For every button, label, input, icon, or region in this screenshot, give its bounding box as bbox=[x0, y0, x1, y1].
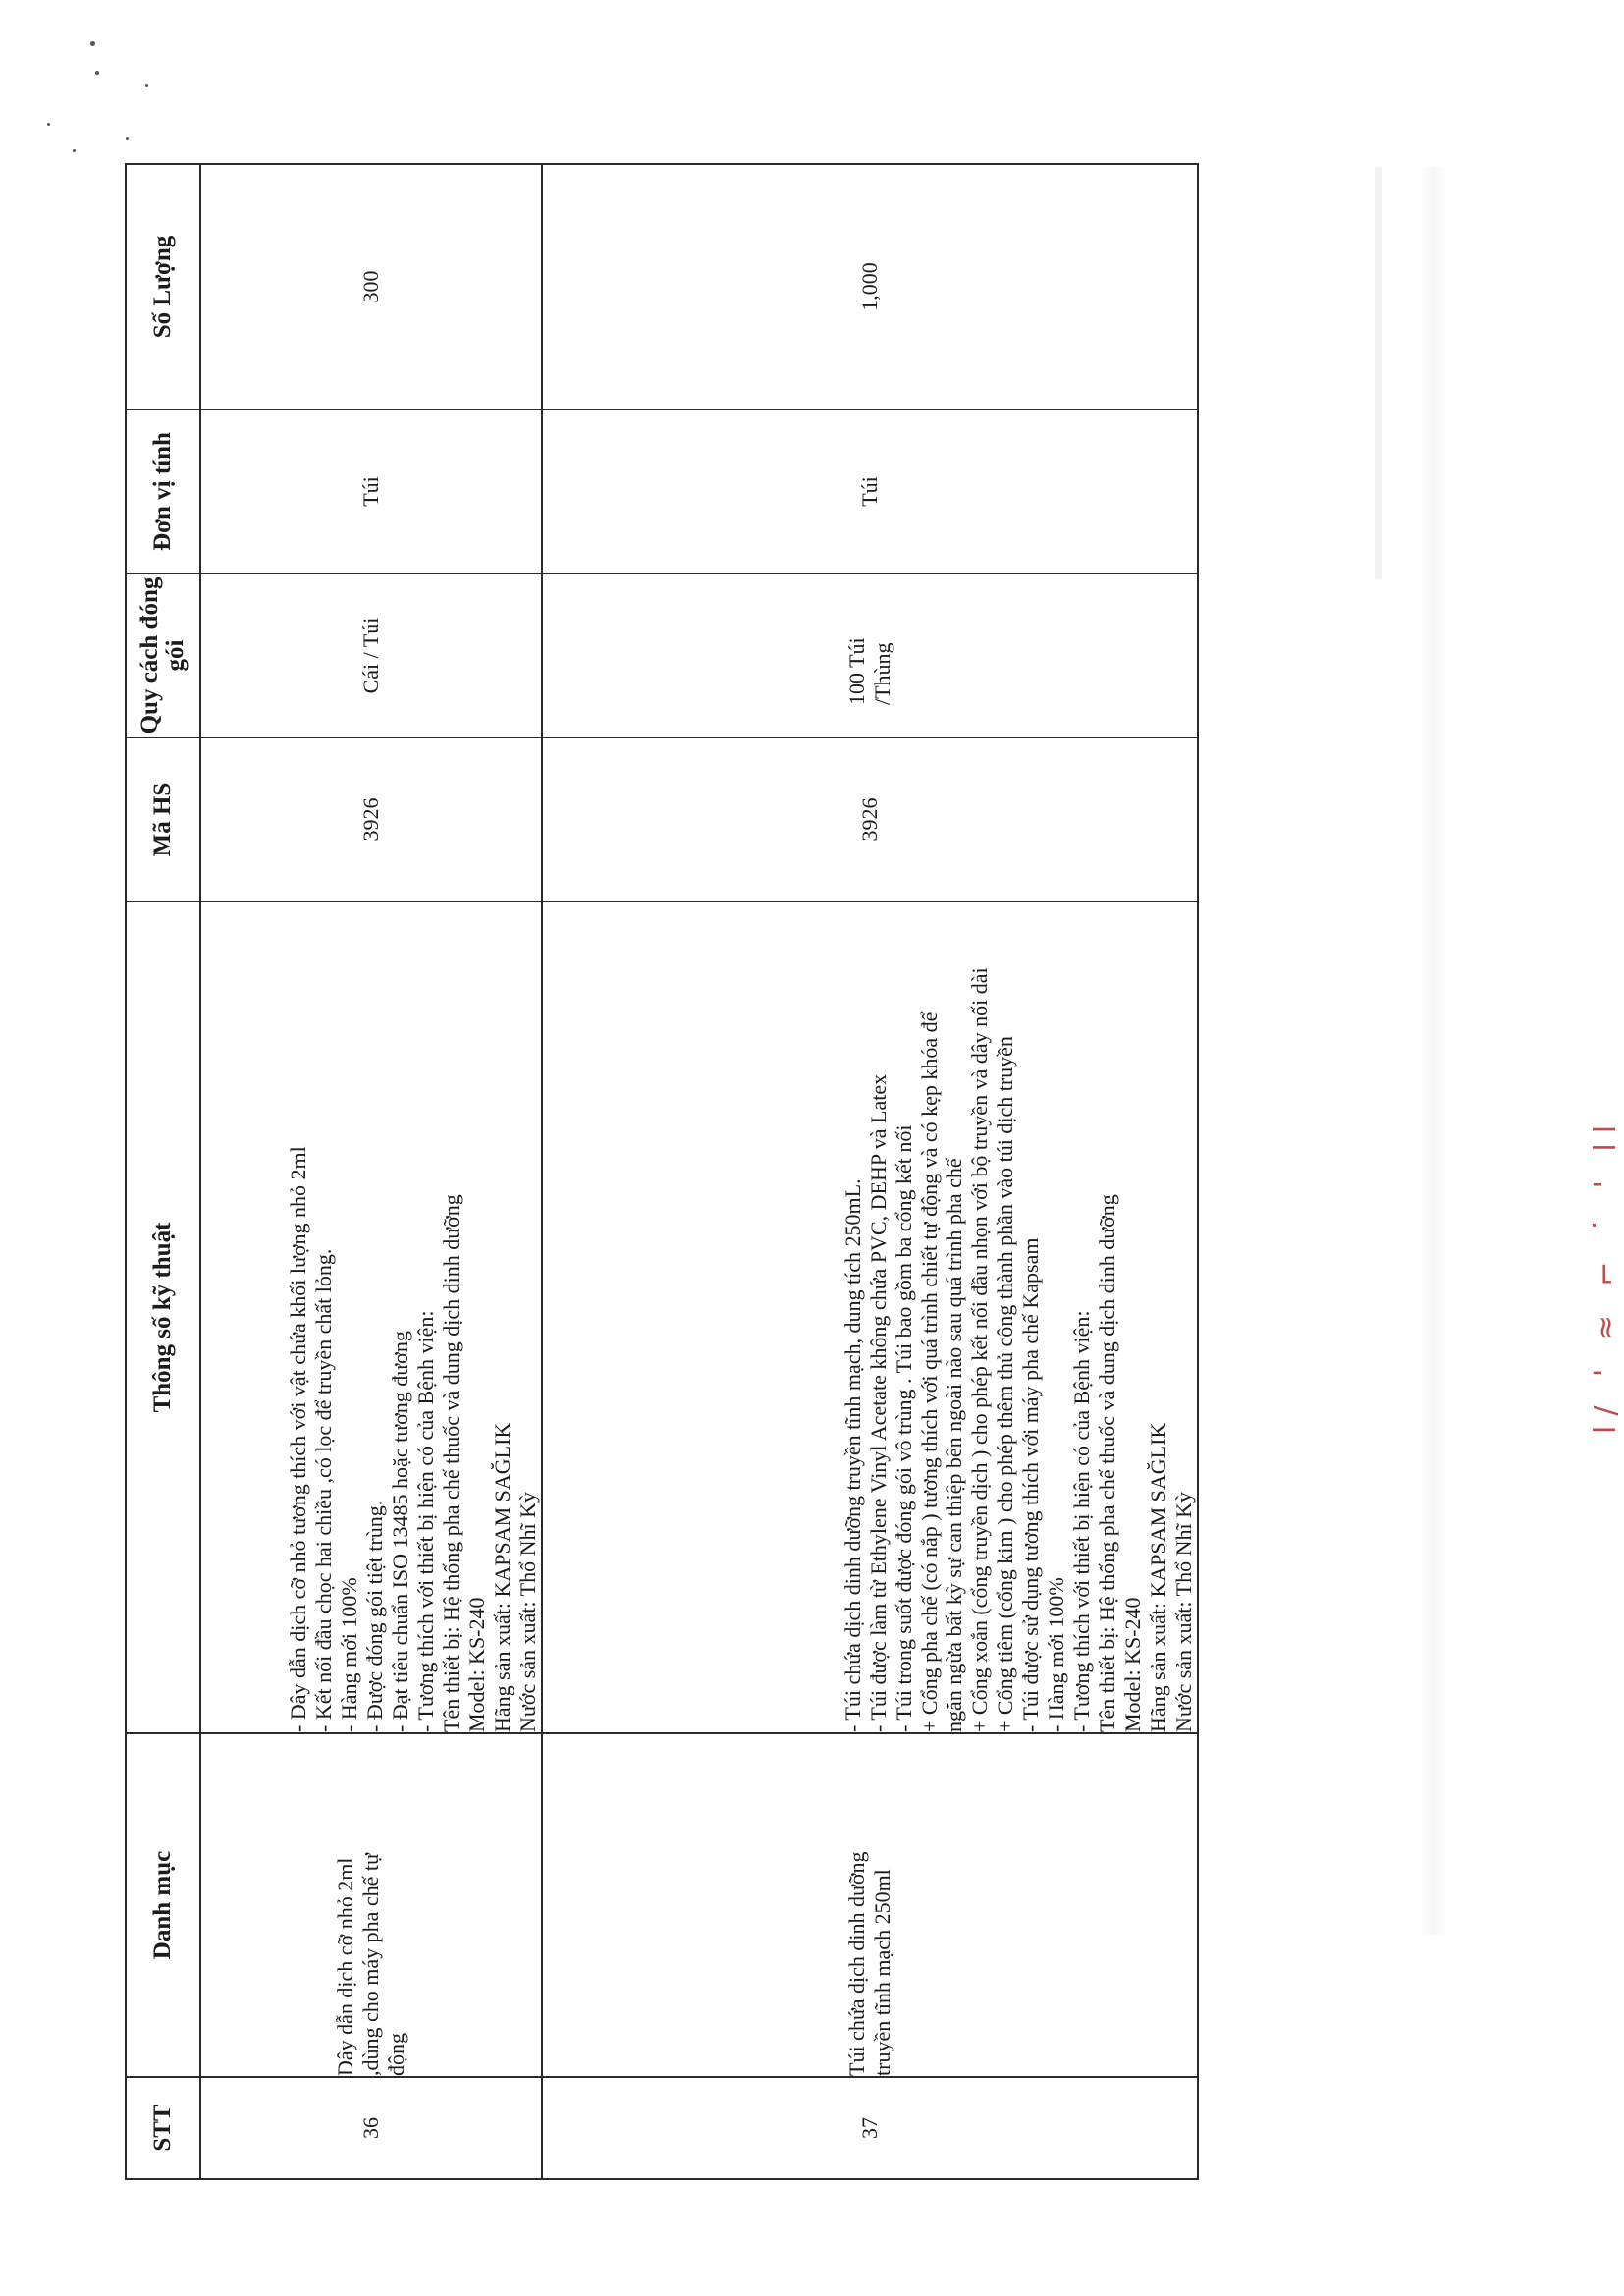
spec-line: + Cổng pha chế (có nắp ) tương thích với quá trình chiết tự động và có kẹp khóa để bbox=[916, 1011, 942, 1732]
cell-packing: Cái / Túi bbox=[200, 574, 542, 738]
spec-line: + Cổng tiêm (cổng kim ) cho phép thêm thủ công thành phần vào túi dịch truyền bbox=[993, 1036, 1018, 1732]
scan-speck bbox=[95, 71, 99, 75]
spec-line: Hãng sản xuất: KAPSAM SAĞLIK bbox=[1146, 1422, 1171, 1732]
spec-line: - Hàng mới 100% bbox=[1044, 1577, 1069, 1732]
header-spec: Thông số kỹ thuật bbox=[126, 902, 200, 1733]
spec-line: Model: KS-240 bbox=[464, 1597, 490, 1732]
spec-line: ngăn ngừa bất kỳ sự can thiệp bên ngoài nào sau quá trình pha chế bbox=[942, 1158, 967, 1732]
scan-speck bbox=[73, 149, 76, 152]
category-line: động bbox=[383, 2033, 408, 2076]
table-header-row bbox=[126, 164, 200, 2179]
cell-unit: Túi bbox=[200, 410, 542, 574]
spec-line: - Kết nối đầu chọc hai chiều ,có lọc để truyền chất lỏng. bbox=[311, 1248, 337, 1732]
cell-quantity: 300 bbox=[200, 164, 542, 410]
spec-line: + Cổng xoắn (cổng truyền dịch ) cho phép kết nối đầu nhọn với bộ truyền và dây nối dài bbox=[967, 967, 993, 1732]
spec-line: Tên thiết bị: Hệ thống pha chế thuốc và dung dịch dinh dưỡng bbox=[439, 1194, 464, 1732]
packing-line: /Thùng bbox=[870, 642, 894, 705]
spec-line: Tên thiết bị: Hệ thống pha chế thuốc và dung dịch dinh dưỡng bbox=[1095, 1194, 1120, 1732]
header-category: Danh mục bbox=[126, 1733, 200, 2077]
spec-line: - Đạt tiêu chuẩn ISO 13485 hoặc tương đương bbox=[388, 1331, 413, 1732]
cell-packing bbox=[542, 574, 1198, 738]
spec-line: Hãng sản xuất: KAPSAM SAĞLIK bbox=[490, 1422, 515, 1732]
scan-shadow bbox=[1419, 167, 1448, 1935]
cell-stt: 36 bbox=[200, 2077, 542, 2179]
cell-category bbox=[200, 1733, 542, 2077]
category-line: Túi chứa dịch dinh dưỡng bbox=[844, 1851, 870, 2076]
table-row bbox=[542, 164, 1198, 2179]
header-quantity: Số Lượng bbox=[126, 164, 200, 410]
spec-line: - Tương thích với thiết bị hiện có của Bệnh viện: bbox=[413, 1310, 439, 1732]
scan-speck bbox=[47, 123, 50, 126]
margin-initials-mark: l/ ' ≈ ⌐ ˙ ' ll bbox=[1589, 1115, 1623, 1434]
spec-line: - Túi được làm từ Ethylene Vinyl Acetate không chứa PVC, DEHP và Latex bbox=[865, 1073, 891, 1732]
spec-line: - Túi được sử dụng tương thích với máy pha chế Kapsam bbox=[1018, 1237, 1044, 1732]
table-row bbox=[200, 164, 542, 2179]
category-line: ,dùng cho máy pha chế tự bbox=[358, 1853, 384, 2076]
cell-quantity: 1,000 bbox=[542, 164, 1198, 410]
specification-table bbox=[125, 163, 1199, 2180]
cell-spec bbox=[542, 902, 1198, 1733]
category-line: truyền tĩnh mạch 250ml bbox=[870, 1869, 894, 2076]
spec-line: - Túi chứa dịch dinh dưỡng truyền tĩnh mạch, dung tích 250mL. bbox=[839, 1178, 865, 1732]
header-stt: STT bbox=[126, 2077, 200, 2179]
spec-line: - Dây dẫn dịch cỡ nhỏ tương thích với vật chứa khối lượng nhỏ 2ml bbox=[286, 1146, 311, 1732]
spec-line: - Túi trong suốt được đóng gói vô trùng . Túi bao gồm ba cổng kết nối bbox=[891, 1124, 916, 1732]
scan-speck bbox=[145, 84, 148, 87]
cell-unit: Túi bbox=[542, 410, 1198, 574]
header-packing: Quy cách đóng gói bbox=[126, 574, 200, 738]
spec-line: Nước sản xuất: Thổ Nhĩ Kỳ bbox=[515, 1492, 541, 1732]
spec-line: Model: KS-240 bbox=[1120, 1597, 1146, 1732]
scan-speck bbox=[90, 41, 95, 46]
header-unit: Đơn vị tính bbox=[126, 410, 200, 574]
cell-hs-code: 3926 bbox=[200, 738, 542, 902]
scan-shadow bbox=[1375, 167, 1382, 579]
category-line: Dây dẫn dịch cỡ nhỏ 2ml bbox=[333, 1857, 358, 2076]
cell-stt: 37 bbox=[542, 2077, 1198, 2179]
spec-line: Nước sản xuất: Thổ Nhĩ Kỳ bbox=[1171, 1492, 1197, 1732]
packing-line: 100 Túi bbox=[844, 637, 870, 705]
spec-line: - Được đóng gói tiệt trùng. bbox=[362, 1500, 388, 1732]
scan-speck bbox=[126, 137, 129, 140]
spec-line: - Tương thích với thiết bị hiện có của Bệnh viện: bbox=[1069, 1310, 1095, 1732]
cell-spec bbox=[200, 902, 542, 1733]
cell-category bbox=[542, 1733, 1198, 2077]
rotated-table-frame bbox=[125, 165, 1195, 2180]
cell-hs-code: 3926 bbox=[542, 738, 1198, 902]
spec-line: - Hàng mới 100% bbox=[337, 1577, 362, 1732]
header-hs-code: Mã HS bbox=[126, 738, 200, 902]
